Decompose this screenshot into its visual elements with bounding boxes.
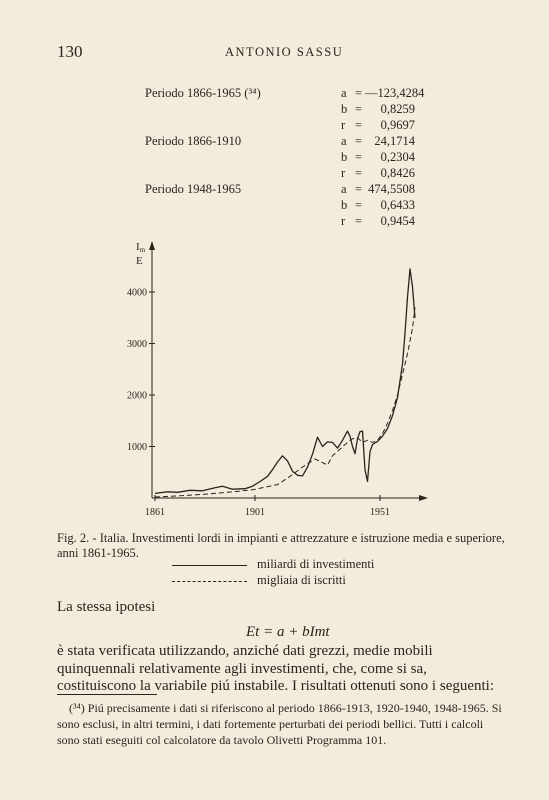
legend-item-solid xyxy=(172,557,374,572)
coef-name: a xyxy=(341,134,347,148)
coef-eq: = xyxy=(355,198,363,212)
formula: Et = a + bImt xyxy=(246,624,330,640)
series-line-iscritti xyxy=(155,308,415,498)
coef-name: b xyxy=(341,102,348,116)
coef-value: 0,6433 xyxy=(380,198,415,212)
coef-r-row xyxy=(341,213,415,229)
coef-eq: = xyxy=(355,86,363,100)
y-axis-label-e: E xyxy=(136,255,143,267)
legend-solid-line xyxy=(172,565,247,566)
coef-value: 24,1714 xyxy=(374,134,415,148)
x-axis-arrow xyxy=(419,495,428,501)
coef-name: a xyxy=(341,182,347,196)
y-tick-label: 1000 xyxy=(127,442,147,454)
footnote-rule xyxy=(57,694,157,695)
coef-eq: = xyxy=(355,214,363,228)
coef-value: 0,9454 xyxy=(380,214,415,228)
coef-b-row xyxy=(341,149,415,165)
y-tick-label: 4000 xyxy=(127,287,147,299)
coef-a-row xyxy=(341,133,415,149)
body-paragraph: è stata verificata utilizzando, anziché dati grezzi, medie mobili quinquennali relativamente agli investimenti, che, come si sa, costituiscono la variabile piú instabile. I risultati ottenuti sono i seguenti: xyxy=(57,643,495,694)
coef-name: b xyxy=(341,198,348,212)
coef-name: b xyxy=(341,150,348,164)
coef-eq: = xyxy=(355,134,363,148)
coef-a-row xyxy=(341,181,415,197)
coef-name: r xyxy=(341,166,346,180)
coef-value: 0,2304 xyxy=(380,150,415,164)
y-axis-arrow xyxy=(149,241,155,250)
y-tick-label: 3000 xyxy=(127,339,147,351)
coef-eq: = xyxy=(355,150,363,164)
coef-name: a xyxy=(341,86,347,100)
investment-chart xyxy=(100,236,440,526)
footnote xyxy=(57,700,505,748)
coef-value: 0,8426 xyxy=(380,166,415,180)
series-line-investimenti xyxy=(155,269,415,494)
coef-eq: = xyxy=(355,182,363,196)
footnote-marker: (³⁴) xyxy=(69,701,85,715)
coef-eq: = xyxy=(355,118,363,132)
y-axis-label-im: Im xyxy=(136,241,146,254)
legend-item-dashed xyxy=(172,573,346,588)
body-paragraph: La stessa ipotesi xyxy=(57,599,156,615)
period-label: Periodo 1948-1965 xyxy=(145,182,242,196)
x-tick-label: 1951 xyxy=(370,507,390,518)
coef-value: 0,9697 xyxy=(380,118,415,132)
legend-dashed-line xyxy=(172,581,247,582)
coef-name: r xyxy=(341,214,346,228)
running-head-author: ANTONIO SASSU xyxy=(225,45,344,59)
coef-a-row xyxy=(341,85,425,101)
coef-value: —123,4284 xyxy=(365,86,425,100)
coef-b-row xyxy=(341,197,415,213)
x-tick-label: 1861 xyxy=(145,507,165,518)
footnote-text: Piú precisamente i dati si riferiscono al periodo 1866-1913, 1920-1940, 1948-1965. Si sono esclusi, in altri termini, i dati fortemente perturbati dei periodi bellici. Tutti i calcoli sono stati eseguiti col calcolatore da tavolo Olivetti Programma 101. xyxy=(57,701,502,747)
coef-b-row xyxy=(341,101,415,117)
coef-name: r xyxy=(341,118,346,132)
coef-eq: = xyxy=(355,166,363,180)
x-tick-label: 1901 xyxy=(245,507,265,518)
y-tick-label: 2000 xyxy=(127,390,147,402)
figure-caption: Fig. 2. - Italia. Investimenti lordi in impianti e attrezzature e istruzione media e superiore, anni 1861-1965. xyxy=(57,531,505,560)
legend-label: miliardi di investimenti xyxy=(257,557,375,571)
coef-value: 474,5508 xyxy=(368,182,415,196)
page-number: 130 xyxy=(57,42,83,61)
coef-r-row xyxy=(341,165,415,181)
coef-r-row xyxy=(341,117,415,133)
chart-svg xyxy=(100,236,440,526)
coef-value: 0,8259 xyxy=(380,102,415,116)
period-label: Periodo 1866-1965 (³⁴) xyxy=(145,86,261,100)
coef-eq: = xyxy=(355,102,363,116)
period-label: Periodo 1866-1910 xyxy=(145,134,242,148)
legend-label: migliaia di iscritti xyxy=(257,573,346,587)
